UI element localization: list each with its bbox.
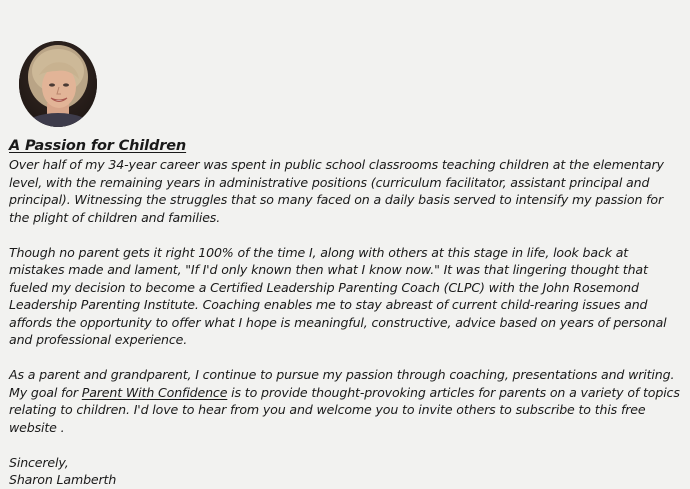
parent-with-confidence-link[interactable]: Parent With Confidence [81,384,228,400]
signature-name: Sharon Lamberth [9,472,117,487]
paragraph-mission-text-after: is to provide thought-provoking articles for parents on a variety of topics relating to children. I'd love to hear from you and welcome you to invite others to subscribe to this free website . [9,384,680,435]
paragraph-mission [9,366,685,436]
signoff [9,454,685,489]
paragraph-career: Over half of my 34-year career was spent in public school classrooms teaching children at the elementary level, with the remaining years in administrative positions (curriculum facilitator, assistant principal and principal). Witnessing the struggles that so many faced on a daily basis served to intensify my passion for the plight of children and families. [9,157,664,225]
article-heading: A Passion for Children [9,138,187,154]
profile-photo [19,41,97,127]
paragraph-coaching: Though no parent gets it right 100% of the time I, along with others at this stage in life, look back at mistakes made and lament, "If I'd only known then what I know now." It was that lingering thought that fueled my decision to become a Certified Leadership Parenting Coach (CLPC) with the John Rosemond Leadership Parenting Institute. Coaching enables me to stay abreast of current child-rearing issues and affords the opportunity to offer what I hope is meaningful, constructive, advice based on years of personal and professional experience. [9,244,667,347]
article [9,136,685,489]
closing-text: Sincerely, [9,454,69,470]
paragraph-mission-text-before: As a parent and grandparent, I continue to pursue my passion through coaching, presentations and writing. My goal for [9,367,675,400]
